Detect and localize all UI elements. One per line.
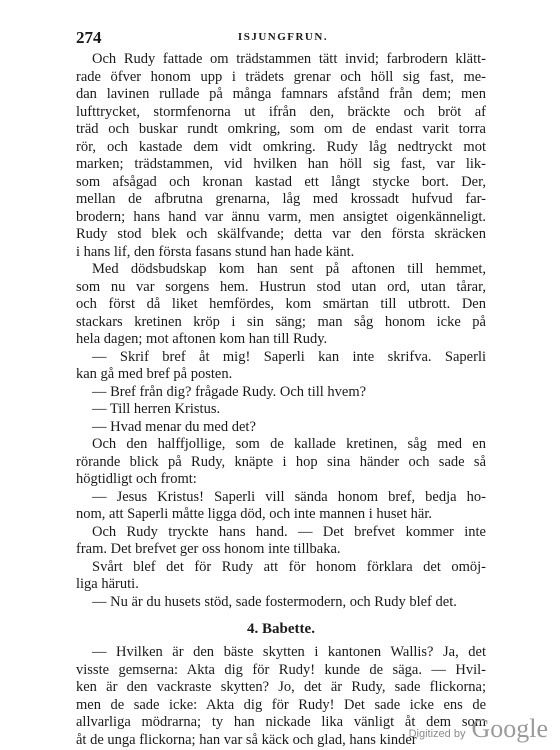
text-line: marken; trädstammen, vid hvilken han höll sig fast, var lik- xyxy=(76,156,486,172)
paragraph xyxy=(76,436,486,489)
text-line: som afsågad och kronan kastad ett långt stycke bort. Der, xyxy=(76,173,486,190)
text-line: åt de unga flickorna; han var så käck och glad, hans kinder xyxy=(76,731,417,748)
text-line: kan gå med bref på posten. xyxy=(76,366,233,382)
text-line: dan lavinen rullade på många famnars afstånd från dem; men xyxy=(76,86,486,102)
digitized-by-label: Digitized by xyxy=(408,728,466,740)
text-line: — Hvad menar du med det? xyxy=(92,418,256,435)
text-line: rade öfver honom upp i trädets grenar och höll sig fast, me- xyxy=(76,68,486,85)
text-line: — Jesus Kristus! Saperli vill sända honom bref, bedja ho- xyxy=(92,488,486,505)
text-line: — Skrif bref åt mig! Saperli kan inte skrifva. Saperli xyxy=(92,348,486,365)
text-line: fram. Det brefvet ger oss honom inte tillbaka. xyxy=(76,541,341,557)
paragraph xyxy=(76,51,486,261)
text-line: Och den halffjollige, som de kallade kretinen, såg med en xyxy=(92,436,486,452)
text-line: ken är den vackraste skytten? Jo, det är Rudy, sade flickorna; xyxy=(76,679,486,695)
text-line: lufttrycket, stormfenorna ut ifrån den, bräckte och bröt af xyxy=(76,103,486,120)
text-line: Och Rudy fattade om trädstammen tätt invid; farbrodern klätt- xyxy=(92,51,486,67)
paragraphs-before-heading xyxy=(76,51,486,611)
paragraph xyxy=(76,559,486,594)
text-line: men de sade icke: Akta dig för Rudy! Det sade icke ens de xyxy=(76,696,486,713)
text-line: Rudy stod blek och skälfvande; detta var den första skräcken xyxy=(76,226,486,242)
text-line: i hans lif, den första fasans stund han hade känt. xyxy=(76,243,355,260)
page-header xyxy=(76,28,490,50)
paragraph xyxy=(76,524,486,559)
text-line: Med dödsbudskap kom han sent på aftonen till hemmet, xyxy=(92,261,486,277)
paragraph xyxy=(76,261,486,349)
digitization-footer xyxy=(409,714,548,744)
paragraph xyxy=(76,419,486,437)
google-logo: Google xyxy=(471,714,548,743)
text-line: mellan de afbrutna grenarna, låg med krossadt hufvud far- xyxy=(76,191,486,207)
text-line: allvarliga mödrarna; ty han nickade lika vänligt åt dem som xyxy=(76,714,486,730)
paragraph xyxy=(76,349,486,384)
text-line: stackars kretinen kröp i sin säng; man såg honom icke på xyxy=(76,313,486,330)
text-line: nom, att Saperli måtte ligga död, och inte mannen i huset här. xyxy=(76,506,432,522)
text-line: — Bref från dig? frågade Rudy. Och till hvem? xyxy=(92,383,367,400)
text-line: som nu var sorgens hem. Hustrun stod utan ord, utan tårar, xyxy=(76,278,486,295)
text-line: och först då liket hemfördes, kom smärtan till utbrott. Den xyxy=(76,296,486,312)
paragraph xyxy=(76,489,486,524)
text-line: — Till herren Kristus. xyxy=(92,401,221,417)
text-line: brodern; hans hand var ännu varm, men ansigtet oigenkänneligt. xyxy=(76,208,486,225)
paragraph xyxy=(76,594,486,612)
page-number: 274 xyxy=(76,28,102,47)
body-text xyxy=(76,51,486,749)
text-line: rörande blick på Rudy, knäpte i hop sina händer och sade så xyxy=(76,453,486,470)
text-line: Och Rudy tryckte hans hand. — Det brefvet kommer inte xyxy=(92,523,486,540)
text-line: rör, och kastade dem vidt omkring. Rudy låg nedtryckt mot xyxy=(76,138,486,155)
text-line: träd och buskar rundt omkring, som om de endast varit torra xyxy=(76,121,486,137)
paragraph xyxy=(76,384,486,402)
text-line: högtidligt och fromt: xyxy=(76,471,197,487)
text-line: visste gemserna: Akta dig för Rudy! kunde de säga. — Hvil- xyxy=(76,661,486,678)
running-title: ISJUNGFRUN. xyxy=(237,31,329,43)
text-line: — Nu är du husets stöd, sade fostermodern, och Rudy blef det. xyxy=(92,593,457,610)
text-line: Svårt blef det för Rudy att för honom förklara det omöj- xyxy=(92,558,486,575)
text-line: — Hvilken är den bäste skytten i kantonen Wallis? Ja, det xyxy=(92,644,486,660)
text-line: hela dagen; mot aftonen kom han till Rudy. xyxy=(76,331,328,347)
text-line: liga häruti. xyxy=(76,576,139,592)
section-heading: 4. Babette. xyxy=(247,621,315,637)
paragraph xyxy=(76,401,486,419)
